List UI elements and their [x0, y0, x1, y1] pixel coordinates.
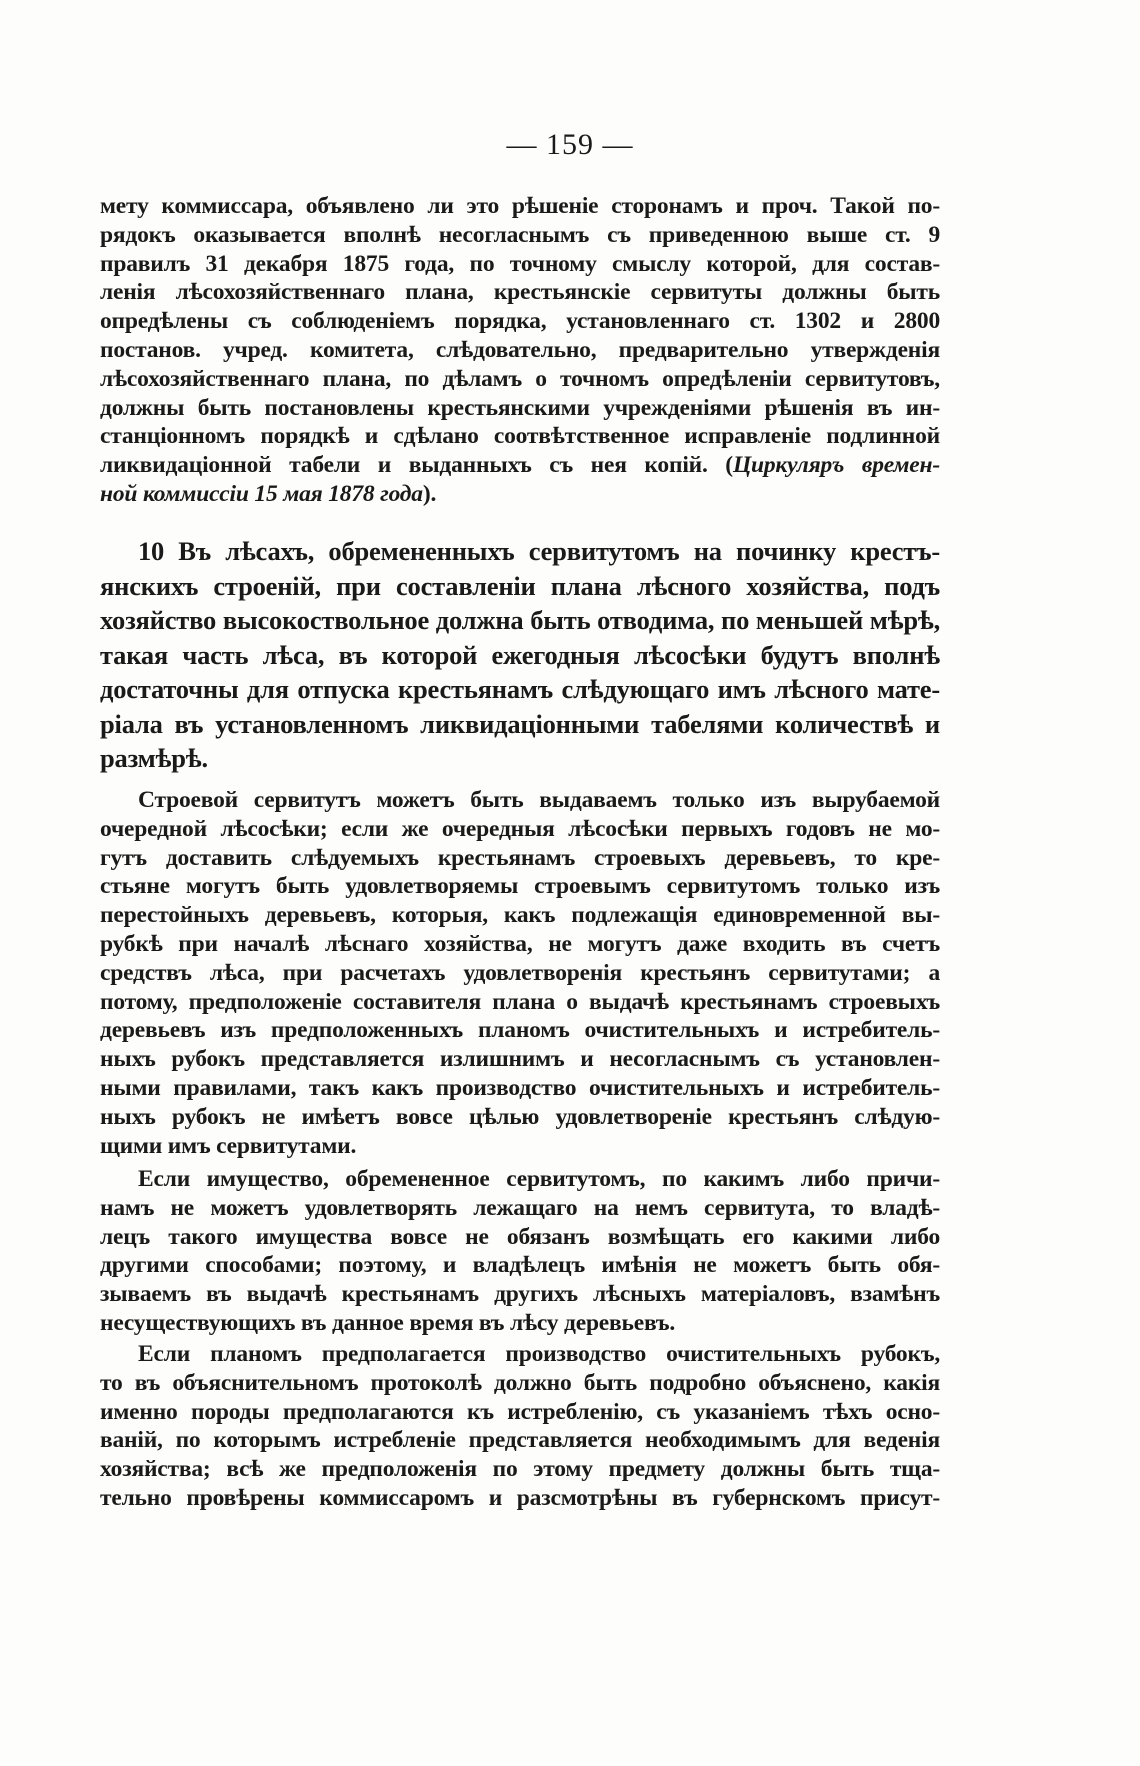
text-line: ныхъ рубокъ не имѣетъ вовсе цѣлью удовлетвореніе крестьянъ слѣдую-: [100, 1103, 940, 1130]
text-line: постанов. учред. комитета, слѣдовательно, предварительно утвержденія: [100, 336, 940, 363]
paragraph-4: [100, 1165, 940, 1338]
citation-close: ).: [422, 480, 437, 507]
citation-text: ной коммиссіи 15 мая 1878 года: [100, 480, 423, 507]
text-line: Если планомъ предполагается производство очистительныхъ рубокъ,: [138, 1341, 940, 1367]
paragraph-3: [100, 786, 940, 1160]
text-line: ленія лѣсохозяйственнаго плана, крестьянскіе сервитуты должны быть: [100, 279, 940, 306]
text-line: достаточны для отпуска крестьянамъ слѣдующаго имъ лѣсного мате-: [100, 674, 940, 704]
text-line: ріала въ установленномъ ликвидаціонными табелями количествѣ и: [100, 708, 940, 739]
text-line: лѣсохозяйственнаго плана, по дѣламъ о точномъ опредѣленіи сервитутовъ,: [100, 365, 940, 392]
text-line: рядокъ оказывается вполнѣ несогласнымъ съ приведенною выше ст. 9: [100, 221, 940, 248]
text-line: перестойныхъ деревьевъ, которыя, какъ подлежащія единовременной вы-: [100, 902, 940, 929]
text-line: несуществующихъ въ данное время въ лѣсу деревьевъ.: [100, 1309, 676, 1336]
text-fragment: ликвидаціонной табели и выданныхъ съ нея копій. (: [100, 452, 733, 479]
text-line: лецъ такого имущества вовсе не обязанъ возмѣщать его какими либо: [100, 1223, 940, 1250]
text-line: ваній, по которымъ истребленіе представляется необходимымъ для веденія: [100, 1427, 940, 1454]
text-line: очередной лѣсосѣки; если же очередныя лѣсосѣки первыхъ годовъ не мо-: [100, 815, 940, 842]
text-line: тельно провѣрены коммиссаромъ и разсмотрѣны въ губернскомъ присут-: [100, 1484, 940, 1511]
text-line: мету коммиссара, объявлено ли это рѣшеніе сторонамъ и проч. Такой по-: [100, 193, 940, 219]
text-line: потому, предположеніе составителя плана о выдачѣ крестьянамъ строевыхъ: [100, 988, 940, 1015]
text-line: именно породы предполагаются къ истребленію, съ указаніемъ тѣхъ осно-: [100, 1398, 940, 1425]
text-line: щими имъ сервитутами.: [100, 1132, 357, 1159]
text-line: янскихъ строеній, при составленіи плана лѣсного хозяйства, подъ: [100, 570, 940, 601]
paragraph-1: [100, 192, 940, 509]
text-line: хозяйство высокоствольное должна быть отводима, по меньшей мѣрѣ,: [100, 605, 940, 635]
text-line: станціонномъ порядкѣ и сдѣлано соотвѣтственное исправленіе подлинной: [100, 423, 940, 450]
text-line: деревьевъ изъ предположенныхъ планомъ очистительныхъ и истребитель-: [100, 1017, 940, 1044]
text-line: ныхъ рубокъ представляется излишнимъ и несогласнымъ съ установлен-: [100, 1046, 940, 1073]
text-line: опредѣлены съ соблюденіемъ порядка, установленнаго ст. 1302 и 2800: [100, 308, 940, 335]
text-line: должны быть постановлены крестьянскими учрежденіями рѣшенія въ ин-: [100, 394, 940, 421]
text-line: гутъ доставить слѣдуемыхъ крестьянамъ строевыхъ деревьевъ, то кре-: [100, 844, 940, 871]
text-line: Если имущество, обремененное сервитутомъ, по какимъ либо причи-: [138, 1166, 940, 1192]
text-line: правилъ 31 декабря 1875 года, по точному смыслу которой, для состав-: [100, 250, 940, 277]
text-line-citation-end: [100, 480, 940, 509]
paragraph-5: [100, 1340, 940, 1513]
paragraph-2: [100, 534, 940, 776]
text-line: средствъ лѣса, при расчетахъ удовлетворенія крестьянъ сервитутами; а: [100, 959, 940, 986]
text-line: размѣрѣ.: [100, 743, 208, 773]
citation-text: Циркуляръ времен-: [732, 452, 940, 479]
text-line: 10 Въ лѣсахъ, обремененныхъ сервитутомъ на починку крестъ-: [138, 536, 940, 566]
text-line: другими способами; поэтому, и владѣлецъ имѣнія не можетъ быть обя-: [100, 1252, 940, 1279]
text-line-with-citation: [100, 451, 940, 480]
text-line: хозяйства; всѣ же предположенія по этому предмету должны быть тща-: [100, 1456, 940, 1483]
text-line: рубкѣ при началѣ лѣснаго хозяйства, не могутъ даже входить въ счетъ: [100, 930, 940, 957]
text-line: стьяне могутъ быть удовлетворяемы строевымъ сервитутомъ только изъ: [100, 873, 940, 900]
text-line: намъ не можетъ удовлетворять лежащаго на немъ сервитута, то владѣ-: [100, 1194, 940, 1221]
text-line: такая часть лѣса, въ которой ежегодныя лѣсосѣки будутъ вполнѣ: [100, 639, 940, 670]
text-line: то въ объяснительномъ протоколѣ должно быть подробно объяснено, какія: [100, 1369, 940, 1396]
text-line: Строевой сервитутъ можетъ быть выдаваемъ только изъ вырубаемой: [138, 787, 940, 813]
page-number: — 159 —: [506, 128, 634, 161]
text-line: ными правилами, такъ какъ производство очистительныхъ и истребитель-: [100, 1074, 940, 1101]
text-line: зываемъ въ выдачѣ крестьянамъ другихъ лѣсныхъ матеріаловъ, взамѣнъ: [100, 1281, 940, 1308]
